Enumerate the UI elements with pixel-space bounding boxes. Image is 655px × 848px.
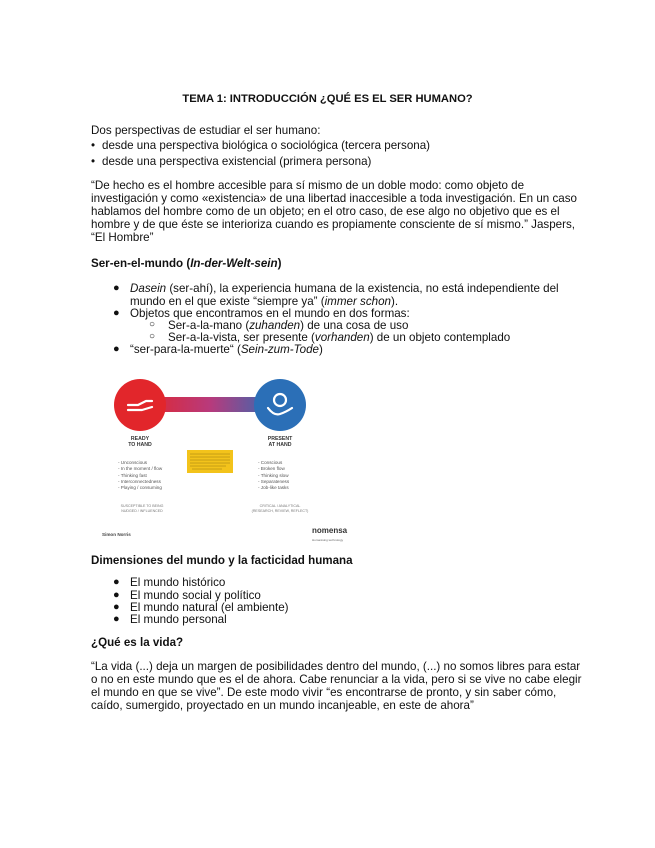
section-heading-ser-en-el-mundo: Ser-en-el-mundo (In-der-Welt-sein) <box>91 257 282 270</box>
document-page: TEMA 1: INTRODUCCIÓN ¿QUÉ ES EL SER HUMANO? Dos perspectivas de estudiar el ser humano: • desde una perspectiva biológica o sociológica (tercera persona) • desde una perspectiva existencial (primera persona) “De hecho es el hombre accesible para sí mismo de un doble modo: como objeto de investigación y como «existencia» de una libertad inaccesible a toda investigación. En un caso hablamos del hombre como de un objeto; en el otro caso, de ese algo no objetivo que es el hombre y de que éste se interioriza cuando es propiamente consciente de sí mismo.” Jaspers, “El Hombre” Ser-en-el-mundo (In-der-Welt-sein) ● Dasein (ser-ahí), la experiencia humana de la existencia, no está independiente del mundo en el que existe “siempre ya” (immer schon). ● Objetos que encontramos en el mundo en dos formas: ○ Ser-a-la-mano (zuhanden) de una cosa de uso ○ Ser-a-la-vista, ser presente (vorhanden) de un objeto contemplado ● “ser-para-la-muerte“ (Sein-zum-Tode) READY TO HAND PRESENT AT HAND - Unconscious - In the moment / flow - Thinking fast - Interconnectedness - Playing / consuming - Conscious - Broken flow - Thinking slow - Separateness - Job-like tasks SUSCEPTIBLE TO BEING NUDGED / INFLUENCED CRITICAL / ANALYTICAL (RESEARCH, REVIEW, REFLECT) Simon Norris nomensa Humanising technology Dimensiones del mundo y la facticidad humana ● El mundo histórico ● El mundo social y político ● El mundo natural (el ambiente) ● El mundo personal ¿Qué es la vida? “La vida (...) deja un margen de posibilidades dentro del mundo, (...) no somos libres para estar o no en este mundo que es el de ahora. Cabe renunciar a la vida, pero si se vive no cabe elegir el mundo en que se vive”. De este modo vivir “es encontrarse de pronto, y sin saber cómo, caído, sumergido, proyectado en un mundo incanjeable, en este de ahora” <box>0 0 655 848</box>
bullet-dot-icon: ● <box>113 601 120 613</box>
present-at-hand-footnote: CRITICAL / ANALYTICAL (RESEARCH, REVIEW, REFLECT) <box>251 504 309 513</box>
section-heading-dimensiones: Dimensiones del mundo y la facticidad humana <box>91 554 353 567</box>
ready-to-hand-list: - Unconscious - In the moment / flow - Thinking fast - Interconnectedness - Playing / consuming <box>118 460 163 491</box>
quote-line: “El Hombre” <box>91 231 154 244</box>
quote-line: hombre y de que éste se interioriza cuando es propiamente consciente de sí mismo.” Jaspers, <box>91 218 575 231</box>
intro-item: desde una perspectiva existencial (primera persona) <box>102 155 372 168</box>
diagram-graphic <box>98 374 358 541</box>
note-box <box>187 450 233 473</box>
brand-tagline: Humanising technology <box>312 538 344 542</box>
bullet-dot-icon: ● <box>113 282 120 294</box>
quote-line: “De hecho es el hombre accesible para sí mismo de un doble modo: como objeto de <box>91 179 525 192</box>
ready-to-hand-diagram <box>98 374 358 541</box>
document-title: TEMA 1: INTRODUCCIÓN ¿QUÉ ES EL SER HUMANO? <box>182 93 473 105</box>
circle-bullet-icon: ○ <box>149 331 156 342</box>
bullet-dot-icon: • <box>91 155 96 168</box>
bullet-dot-icon: • <box>91 139 96 152</box>
ready-to-hand-footnote: SUSCEPTIBLE TO BEING NUDGED / INFLUENCED <box>120 504 164 513</box>
intro-lead: Dos perspectivas de estudiar el ser humano: <box>91 124 321 137</box>
quote-line: “La vida (...) deja un margen de posibilidades dentro del mundo, (...) no somos libres para estar <box>91 660 581 673</box>
quote-line: caído, sumergido, proyectado en un mundo incanjeable, en este de ahora” <box>91 699 474 712</box>
quote-line: hablamos del hombre como de un objeto; en el otro caso, de ese algo no objetivo que es el <box>91 205 560 218</box>
bullet-dot-icon: ● <box>113 307 120 319</box>
brand-logo: nomensa <box>312 526 348 535</box>
present-at-hand-label: PRESENT AT HAND <box>267 436 293 449</box>
section-heading-que-es-la-vida: ¿Qué es la vida? <box>91 636 184 649</box>
author-credit: Simon Norris <box>102 532 131 537</box>
present-at-hand-list: - Conscious - Broken flow - Thinking slow - Separateness - Job-like tasks <box>258 460 290 491</box>
bullet-dot-icon: ● <box>113 343 120 355</box>
intro-item: desde una perspectiva biológica o sociológica (tercera persona) <box>102 139 431 152</box>
circle-bullet-icon: ○ <box>149 319 156 330</box>
quote-line: o no en este mundo que es el de ahora. Cabe renunciar a la vida, pero si se vive no cabe elegir <box>91 673 582 686</box>
bullet-dot-icon: ● <box>113 576 120 588</box>
bullet-dot-icon: ● <box>113 613 120 625</box>
ready-to-hand-label: READY TO HAND <box>128 436 152 449</box>
bullet-dot-icon: ● <box>113 589 120 601</box>
quote-line: el mundo en que se vive”. De este modo vivir “es encontrarse de pronto, y sin saber cómo, <box>91 686 557 699</box>
quote-line: investigación y como «existencia» de una libertad inaccesible a toda investigación. En un caso <box>91 192 577 205</box>
